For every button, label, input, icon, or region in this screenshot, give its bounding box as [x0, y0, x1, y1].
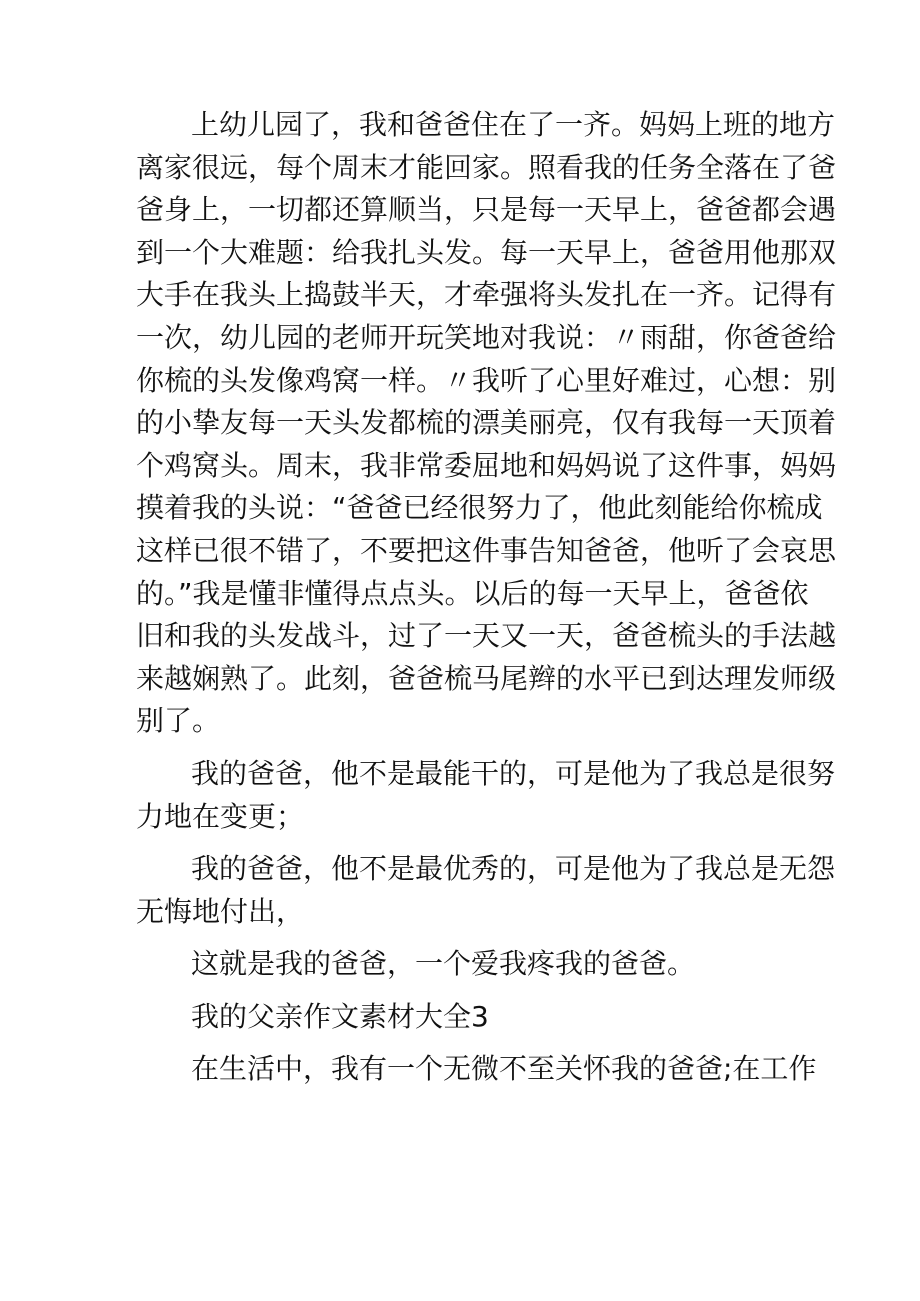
text-line: 的小挚友每一天头发都梳的漂美丽亮，仅有我每一天顶着 [136, 406, 837, 440]
text-line: 到一个大难题：给我扎头发。每一天早上，爸爸用他那双 [136, 235, 837, 269]
paragraph-gap [136, 838, 796, 848]
text-line: 这就是我的爸爸，一个爱我疼我的爸爸。 [191, 947, 696, 981]
text-line: 来越娴熟了。此刻，爸爸梳马尾辫的水平已到达理发师级 [136, 661, 837, 695]
text-line: 力地在变更； [136, 799, 305, 833]
paragraph-gap [136, 933, 796, 943]
text-line: 大手在我头上捣鼓半天，才牵强将头发扎在一齐。记得有 [136, 278, 837, 312]
paragraph-2 [136, 753, 836, 838]
paragraph-5 [136, 1048, 817, 1091]
heading-line: 我的父亲作文素材大全3 [191, 999, 489, 1033]
text-line: 爸身上，一切都还算顺当，只是每一天早上，爸爸都会遇 [136, 193, 837, 227]
paragraph-gap [136, 743, 796, 753]
text-line: 一次，幼儿园的老师开玩笑地对我说：〃雨甜，你爸爸给 [136, 320, 837, 354]
section-heading [136, 996, 796, 1039]
text-line: 个鸡窝头。周末，我非常委屈地和妈妈说了这件事，妈妈 [136, 448, 837, 482]
paragraph-gap [136, 1038, 796, 1048]
paragraph-gap [136, 986, 796, 996]
text-line: 你梳的头发像鸡窝一样。〃我听了心里好难过，心想：别 [136, 363, 837, 397]
text-line: 无悔地付出， [136, 894, 305, 928]
text-line: 别了。 [136, 704, 221, 738]
text-line: 摸着我的头说：“爸爸已经很努力了，他此刻能给你梳成 [136, 491, 823, 525]
document-body [136, 104, 837, 1091]
text-line: 上幼儿园了，我和爸爸住在了一齐。妈妈上班的地方 [191, 108, 836, 141]
paragraph-4 [136, 943, 796, 986]
text-line: 的。”我是懂非懂得点点头。以后的每一天早上，爸爸依 [136, 576, 809, 610]
text-line: 我的爸爸，他不是最能干的，可是他为了我总是很努 [191, 756, 836, 790]
text-line: 在生活中，我有一个无微不至关怀我的爸爸;在工作 [191, 1052, 817, 1086]
text-line: 这样已很不错了，不要把这件事告知爸爸，他听了会哀思 [136, 533, 837, 567]
text-line: 旧和我的头发战斗，过了一天又一天，爸爸梳头的手法越 [136, 619, 837, 653]
text-line: 离家很远，每个周末才能回家。照看我的任务全落在了爸 [136, 150, 837, 184]
paragraph-3 [136, 848, 836, 933]
text-line: 我的爸爸，他不是最优秀的，可是他为了我总是无怨 [191, 852, 836, 886]
paragraph-1 [136, 104, 837, 743]
